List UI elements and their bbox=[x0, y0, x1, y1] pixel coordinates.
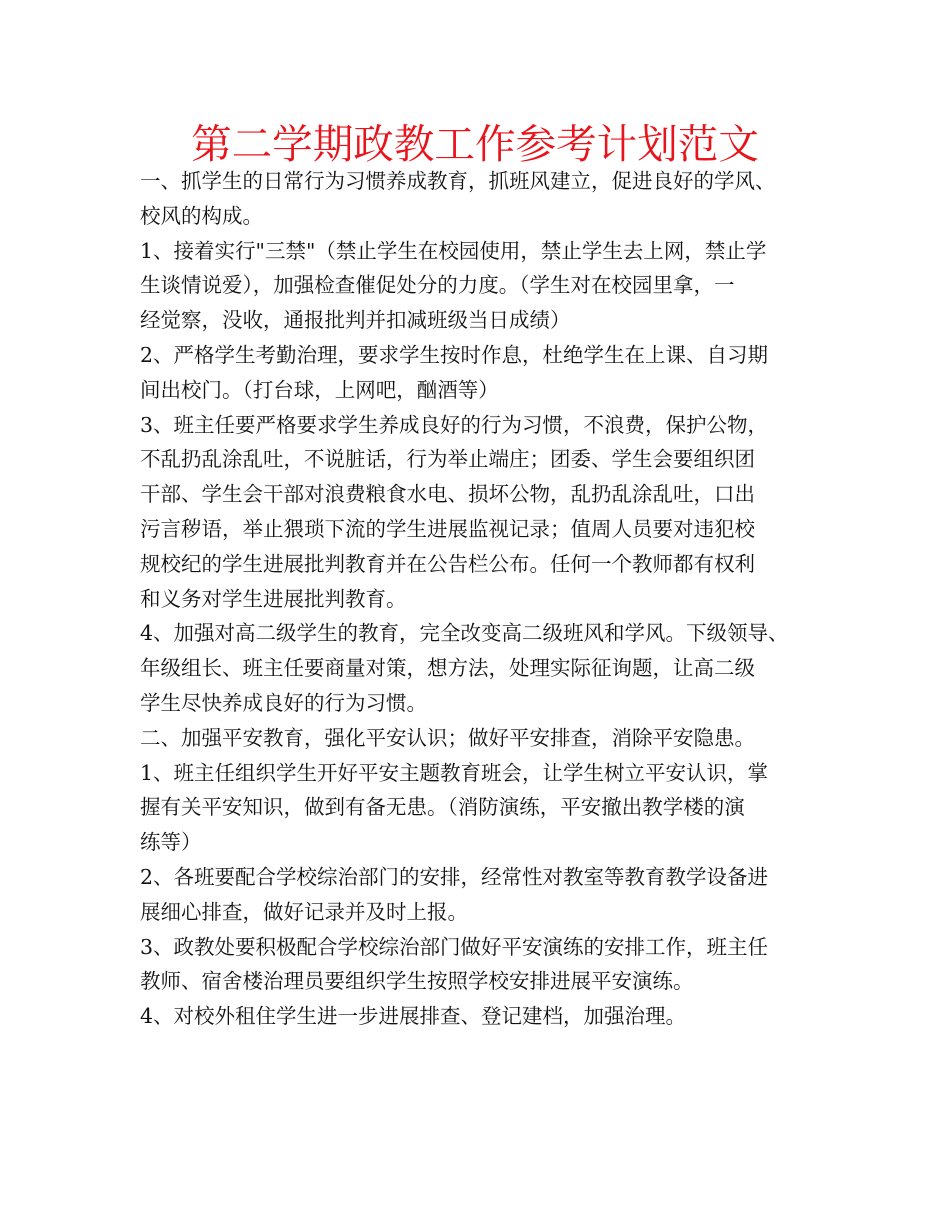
text-line: 和义务对学生进展批判教育。 bbox=[140, 586, 407, 611]
text-line: 校风的构成。 bbox=[140, 203, 263, 228]
text-line: 3、班主任要严格要求学生养成良好的行为习惯，不浪费，保护公物， bbox=[140, 412, 769, 437]
text-line: 2、各班要配合学校综治部门的安排，经常性对教室等教育教学设备进 bbox=[140, 864, 769, 889]
text-line: 学生尽快养成良好的行为习惯。 bbox=[140, 690, 427, 715]
text-line: 经觉察，没收，通报批判并扣减班级当日成绩） bbox=[140, 308, 571, 333]
text-line: 年级组长、班主任要商量对策，想方法，处理实际征询题，让高二级 bbox=[140, 656, 755, 681]
text-line: 生谈情说爱），加强检查催促处分的力度。（学生对在校园里拿，一 bbox=[140, 273, 735, 298]
text-line: 3、政教处要积极配合学校综治部门做好平安演练的安排工作，班主任 bbox=[140, 934, 769, 959]
text-line: 污言秽语，举止猥琐下流的学生进展监视记录；值周人员要对违犯校 bbox=[140, 516, 755, 541]
text-line: 握有关平安知识，做到有备无患。（消防演练，平安撤出教学楼的演 bbox=[140, 795, 745, 820]
text-line: 不乱扔乱涂乱吐，不说脏话，行为举止端庄；团委、学生会要组织团 bbox=[140, 447, 755, 472]
text-line: 一、抓学生的日常行为习惯养成教育，抓班风建立，促进良好的学风、 bbox=[140, 169, 776, 193]
text-line: 展细心排查，做好记录并及时上报。 bbox=[140, 899, 468, 924]
text-line: 二、加强平安教育，强化平安认识；做好平安排查，消除平安隐患。 bbox=[140, 725, 755, 750]
document-body bbox=[140, 164, 830, 1034]
text-line: 教师、宿舍楼治理员要组织学生按照学校安排进展平安演练。 bbox=[140, 969, 694, 994]
text-line: 4、对校外租住学生进一步进展排查、登记建档，加强治理。 bbox=[140, 1004, 687, 1029]
text-line: 4、加强对高二级学生的教育，完全改变高二级班风和学风。下级领导、 bbox=[140, 621, 789, 646]
text-line: 1、接着实行"三禁"（禁止学生在校园使用，禁止学生去上网，禁止学 bbox=[140, 238, 767, 263]
text-line: 间出校门。（打台球，上网吧，酗酒等） bbox=[140, 377, 499, 402]
text-line: 规校纪的学生进展批判教育并在公告栏公布。任何一个教师都有权利 bbox=[140, 551, 755, 576]
text-line: 练等） bbox=[140, 830, 202, 855]
text-line: 干部、学生会干部对浪费粮食水电、损坏公物，乱扔乱涂乱吐，口出 bbox=[140, 482, 755, 507]
text-line: 1、班主任组织学生开好平安主题教育班会，让学生树立平安认识，掌 bbox=[140, 760, 769, 785]
text-line: 2、严格学生考勤治理，要求学生按时作息，杜绝学生在上课、自习期 bbox=[140, 342, 769, 367]
document-title: 第二学期政教工作参考计划范文 bbox=[191, 120, 759, 168]
